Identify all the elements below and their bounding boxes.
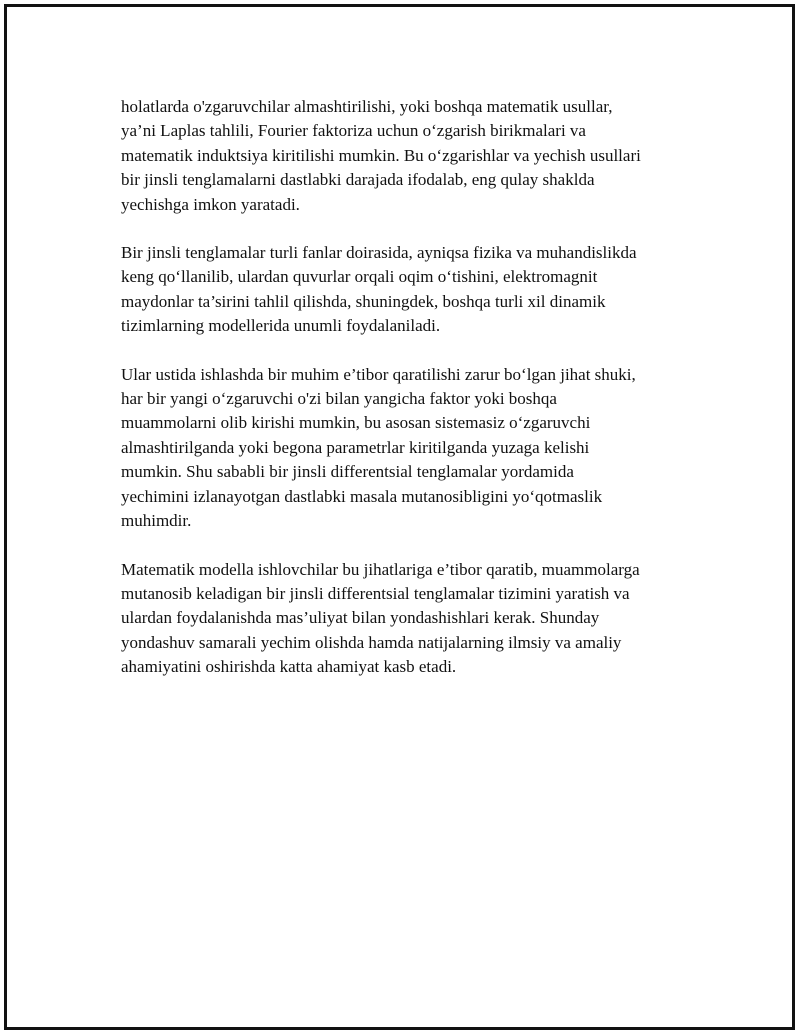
paragraph-3: Ular ustida ishlashda bir muhim e’tibor qaratilishi zarur bo‘lgan jihat shuki, har bir yangi o‘zgaruvchi o'zi bilan yangicha faktor yoki boshqa muammolarni olib kirishi mumkin, bu asosan sistemasiz o‘zgaruvchi almashtirilganda yoki begona parametrlar kiritilganda yuzaga kelishi mumkin. Shu sababli bir jinsli differentsial tenglamalar yordamida yechimini izlanayotgan dastlabki masala mutanosibligini yo‘qotmaslik muhimdir.	[121, 364, 636, 531]
paragraph-2: Bir jinsli tenglamalar turli fanlar doirasida, ayniqsa fizika va muhandislikda keng qo‘llanilib, ulardan quvurlar orqali oqim o‘tishini, elektromagnit maydonlar ta’sirini tahlil qilishda, shuningdek, boshqa turli xil dinamik tizimlarning modellerida unumli foydalaniladi.	[121, 243, 637, 336]
paragraph-1: holatlarda o'zgaruvchilar almashtirilishi, yoki boshqa matematik usullar, ya’ni Laplas tahlili, Fourier faktoriza uchun o‘zgarish birikmalari va matematik induktsiya kiritilishi mumkin. Bu o‘zgarishlar va yechish usullari bir jinsli tenglamalarni dastlabki darajada ifodalab, eng qulay shaklda yechishga imkon yaratadi.	[121, 97, 641, 214]
page-body	[121, 95, 701, 704]
paragraph-4: Matematik modella ishlovchilar bu jihatlariga e’tibor qaratib, muammolarga mutanosib keladigan bir jinsli differentsial tenglamalar tizimini yaratish va ulardan foydalanishda mas’uliyat bilan yondashishlari kerak. Shunday yondashuv samarali yechim olishda hamda natijalarning ilmsiy va amaliy ahamiyatini oshirishda katta ahamiyat kasb etadi.	[121, 559, 640, 677]
page-frame	[4, 4, 795, 1030]
